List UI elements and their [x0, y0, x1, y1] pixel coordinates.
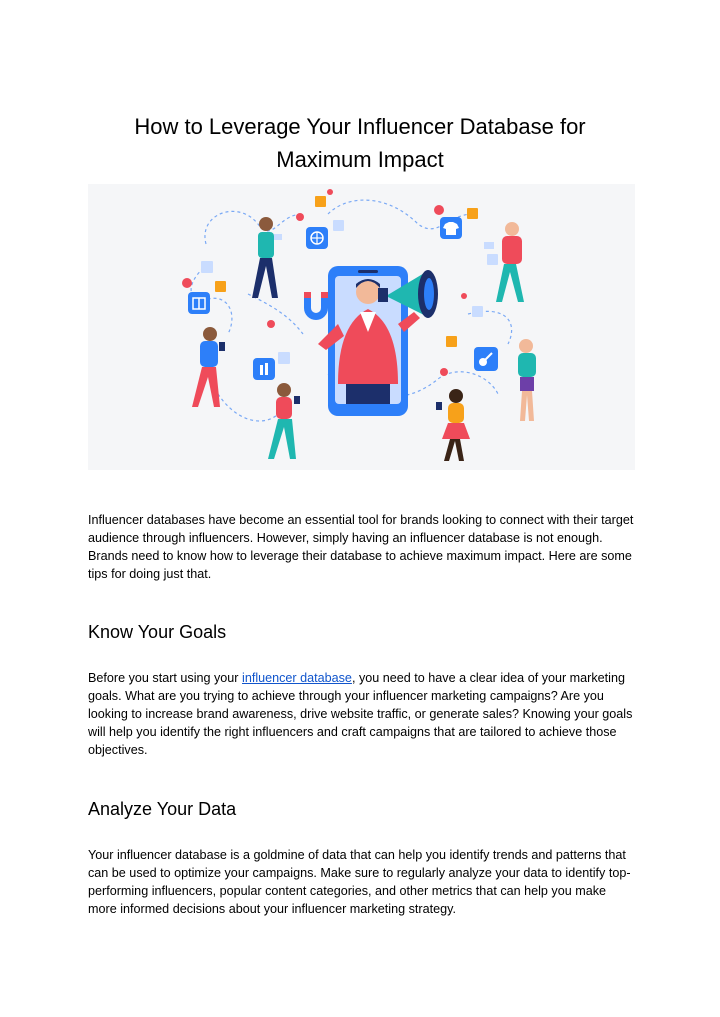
guitar-icon	[474, 347, 498, 371]
section-heading-analyze: Analyze Your Data	[88, 799, 237, 819]
hero-illustration	[88, 184, 635, 470]
goals-text-after: , you need to have a clear idea of your marketing goals. What are you trying to achieve through your influencer marketing campaigns? Are you looking to increase brand awareness, drive website traffic, or generate sales? Knowing your goals will help you identify the right influencers and craft campaigns that are tailored to achieve those objectives.	[88, 671, 633, 757]
deco-dot	[182, 278, 192, 288]
deco-square	[467, 208, 478, 219]
deco-square	[472, 306, 483, 317]
page-title: How to Leverage Your Influencer Database for Maximum Impact	[134, 114, 586, 172]
person-top-left	[252, 217, 282, 298]
analyze-paragraph: Your influencer database is a goldmine of data that can help you identify trends and patterns that can be used to optimize your campaigns. Make sure to regularly analyze your data to identify top-performing influencers, popular content categories, and other metrics that can help you make more informed decisions about your influencer marketing strategy.	[88, 848, 631, 916]
deco-square	[278, 352, 290, 364]
influencer-database-link[interactable]: influencer database	[242, 671, 352, 685]
goals-text-before: Before you start using your	[88, 671, 243, 685]
deco-dot	[327, 189, 333, 195]
tshirt-icon	[440, 217, 462, 239]
gift-icon	[188, 292, 210, 314]
person-right	[518, 339, 536, 421]
deco-dot	[296, 213, 304, 221]
deco-square	[333, 220, 344, 231]
magnet-icon	[304, 292, 328, 320]
deco-square	[201, 261, 213, 273]
deco-dot	[461, 293, 467, 299]
deco-square	[315, 196, 326, 207]
deco-square	[446, 336, 457, 347]
goals-paragraph	[88, 669, 636, 759]
deco-dot	[440, 368, 448, 376]
person-left	[192, 327, 225, 407]
deco-square	[487, 254, 498, 265]
deco-dot	[434, 205, 444, 215]
person-bottom-left	[268, 383, 300, 459]
bottle-icon	[253, 358, 275, 380]
deco-dot	[267, 320, 275, 328]
intro-paragraph: Influencer databases have become an essential tool for brands looking to connect with their target audience through influencers. However, simply having an influencer database is not enough. Brands need to know how to leverage their database to achieve maximum impact. Here are some tips for doing just that.	[88, 513, 634, 581]
section-heading-goals: Know Your Goals	[88, 622, 227, 642]
deco-square	[215, 281, 226, 292]
basketball-icon	[306, 227, 328, 249]
person-bottom-right	[436, 389, 470, 461]
